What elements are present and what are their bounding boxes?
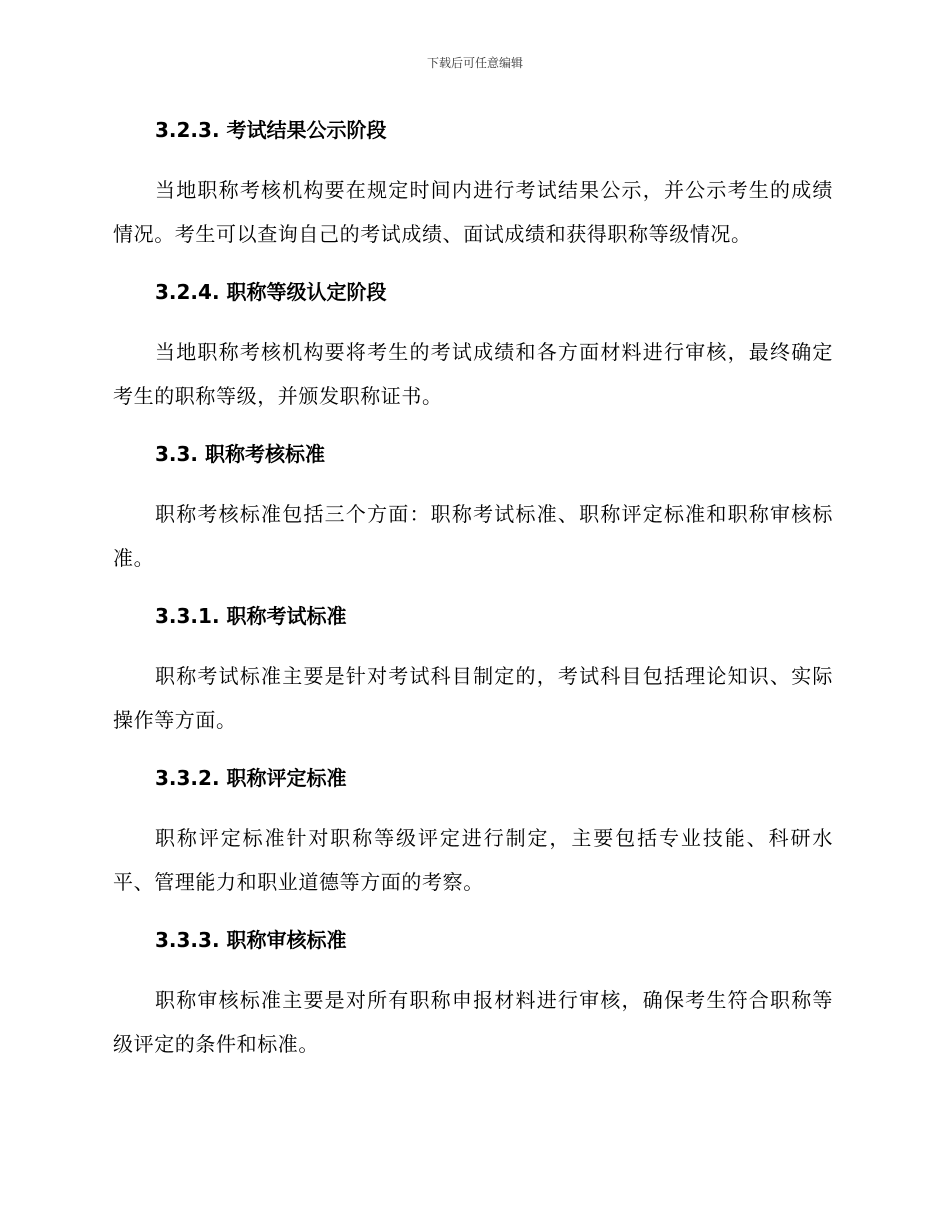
section-paragraph: 当地职称考核机构要在规定时间内进行考试结果公示，并公示考生的成绩情况。考生可以查询自己的考试成绩、面试成绩和获得职称等级情况。 (113, 178, 833, 246)
document-body (113, 112, 833, 1066)
section-3-3-2 (113, 760, 833, 922)
section-paragraph: 职称评定标准针对职称等级评定进行制定，主要包括专业技能、科研水平、管理能力和职业道德等方面的考察。 (113, 826, 833, 894)
section-paragraph: 职称审核标准主要是对所有职称申报材料进行审核，确保考生符合职称等级评定的条件和标准。 (113, 988, 833, 1056)
section-paragraph: 职称考试标准主要是针对考试科目制定的，考试科目包括理论知识、实际操作等方面。 (113, 664, 833, 732)
section-heading: 3.3.3. 职称审核标准 (155, 928, 347, 952)
page-header: 下载后可任意编辑 (426, 56, 523, 70)
section-3-3 (113, 436, 833, 598)
section-3-2-4 (113, 274, 833, 436)
section-heading: 3.3. 职称考核标准 (155, 442, 325, 466)
section-3-3-3 (113, 922, 833, 1066)
section-3-2-3 (113, 112, 833, 274)
section-heading: 3.3.2. 职称评定标准 (155, 766, 347, 790)
section-paragraph: 职称考核标准包括三个方面：职称考试标准、职称评定标准和职称审核标准。 (113, 502, 833, 570)
section-3-3-1 (113, 598, 833, 760)
section-heading: 3.3.1. 职称考试标准 (155, 604, 347, 628)
section-heading: 3.2.3. 考试结果公示阶段 (155, 118, 387, 142)
section-paragraph: 当地职称考核机构要将考生的考试成绩和各方面材料进行审核，最终确定考生的职称等级，并颁发职称证书。 (113, 340, 833, 408)
section-heading: 3.2.4. 职称等级认定阶段 (155, 280, 387, 304)
